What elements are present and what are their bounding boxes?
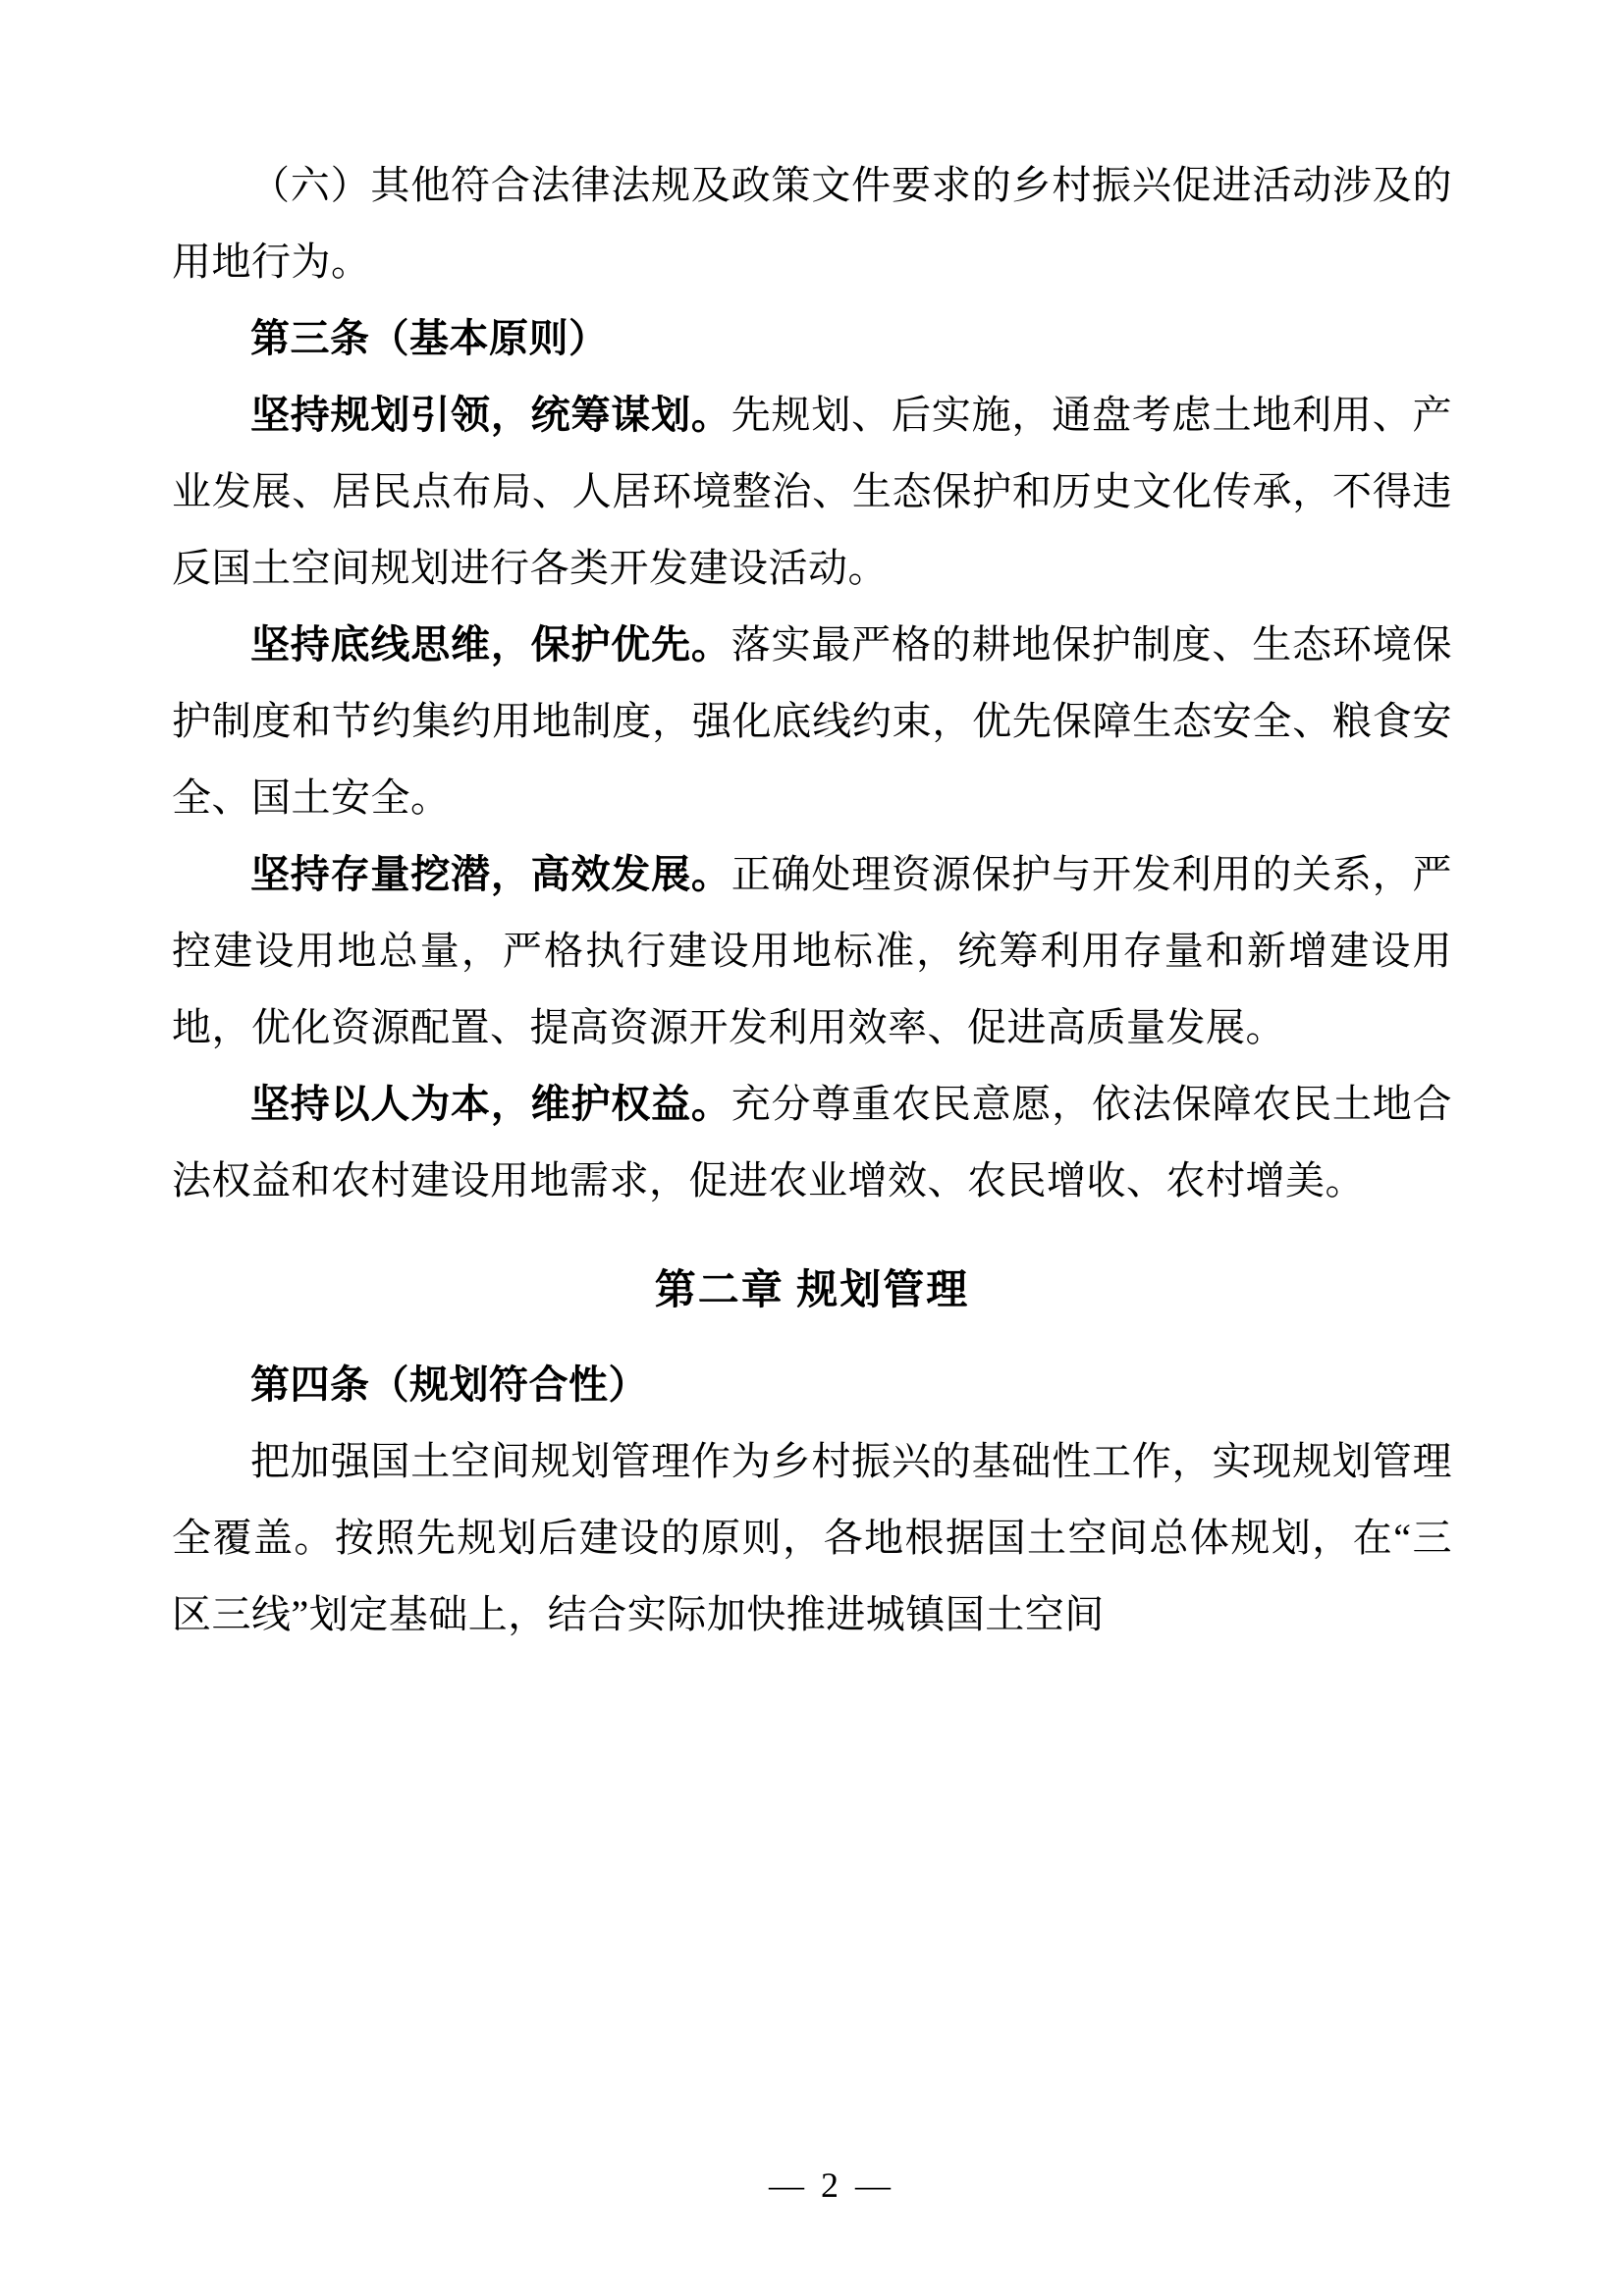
paragraph-planning-compliance: 把加强国土空间规划管理作为乡村振兴的基础性工作，实现规划管理全覆盖。按照先规划后建设的原则，各地根据国土空间总体规划，在“三区三线”划定基础上，结合实际加快推进城镇国土空间 bbox=[172, 1439, 1452, 1636]
principle-bottom-line bbox=[172, 607, 1452, 836]
paragraph-item-six: （六）其他符合法律法规及政策文件要求的乡村振兴促进活动涉及的用地行为。 bbox=[172, 163, 1452, 284]
page-number bbox=[0, 2164, 1624, 2206]
principle-people-oriented bbox=[172, 1066, 1452, 1219]
principle-stock-potential-lead: 坚持存量挖潜，高效发展。 bbox=[250, 852, 731, 896]
chapter-two-title: 第二章 规划管理 bbox=[654, 1268, 970, 1313]
principle-planning-guidance-text: 先规划、后实施，通盘考虑土地利用、产业发展、居民点布局、人居环境整治、生态保护和历史文化传承，不得违反国土空间规划进行各类开发建设活动。 bbox=[172, 393, 1453, 590]
principle-people-oriented-lead: 坚持以人为本，维护权益。 bbox=[250, 1082, 731, 1126]
principle-bottom-line-lead: 坚持底线思维，保护优先。 bbox=[250, 622, 731, 667]
principle-bottom-line-text: 落实最严格的耕地保护制度、生态环境保护制度和节约集约用地制度，强化底线约束，优先保障生态安全、粮食安全、国土安全。 bbox=[172, 622, 1453, 820]
principle-stock-potential bbox=[172, 836, 1452, 1066]
article-four-heading: 第四条（规划符合性） bbox=[250, 1362, 648, 1407]
principle-people-oriented-text: 充分尊重农民意愿，依法保障农民土地合法权益和农村建设用地需求，促进农业增效、农民增收、农村增美。 bbox=[172, 1082, 1453, 1202]
principle-planning-guidance bbox=[172, 377, 1452, 607]
principle-stock-potential-text: 正确处理资源保护与开发利用的关系，严控建设用地总量，严格执行建设用地标准，统筹利用存量和新增建设用地，优化资源配置、提高资源开发利用效率、促进高质量发展。 bbox=[172, 852, 1453, 1049]
article-three-heading: 第三条（基本原则） bbox=[250, 316, 609, 360]
page-number-value: — 2 — bbox=[769, 2165, 894, 2205]
principle-planning-guidance-lead: 坚持规划引领，统筹谋划。 bbox=[250, 393, 731, 437]
document-body bbox=[172, 147, 1452, 1653]
